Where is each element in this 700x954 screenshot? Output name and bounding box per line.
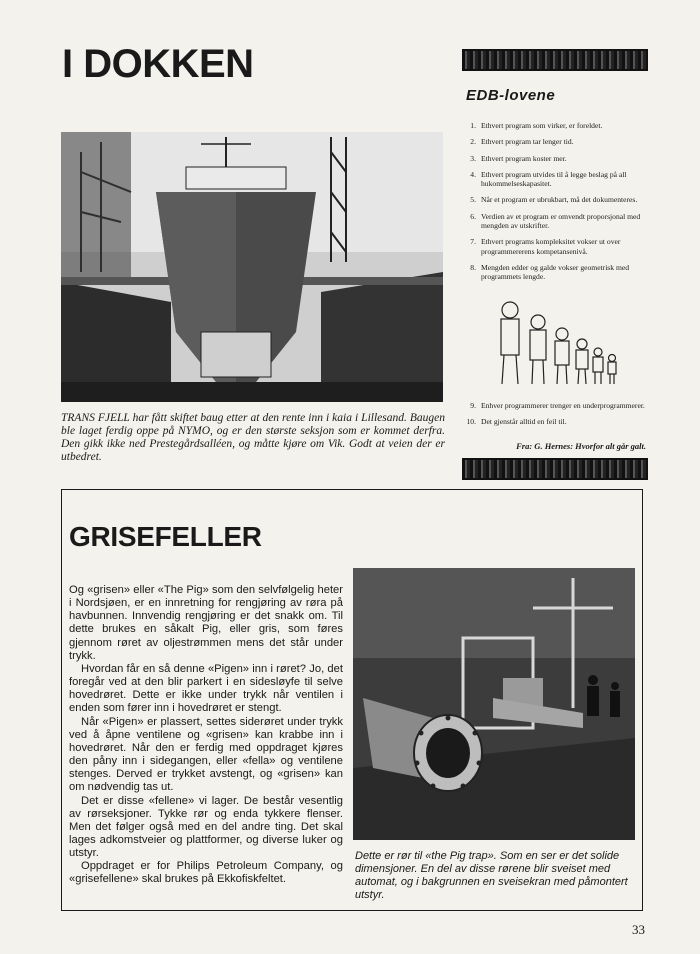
sidebar-top-border [462,49,648,71]
sidebar-title: EDB-lovene [466,87,556,104]
list-number: 4. [470,169,476,179]
list-item [462,121,648,130]
list-text: Ethvert programs kompleksitet vokser ut over programmererens kompetansenivå. [481,237,621,256]
list-number: 3. [470,153,476,163]
list-number: 9. [470,401,476,410]
edb-laws-list [462,121,648,289]
list-number: 7. [470,237,476,247]
list-item [462,170,648,189]
list-item [462,237,648,256]
ship-photo-drawing [61,132,443,402]
list-item [462,154,648,163]
pig-trap-drawing [353,568,635,840]
pig-trap-caption: Dette er rør til «the Pig trap». Som en ser er det solide dimensjoner. En del av disse rørene blir sveiset med automat, og i bakgrunnen en sveisekran med påmontert utstyr. [355,850,628,901]
list-number: 10. [466,417,476,427]
grisefeller-article [69,584,343,887]
cartoon-drawing [492,298,622,388]
list-text: Når et program er ubrukbart, må det dokumenteres. [481,195,638,205]
list-text: Det gjenstår alltid en feil til. [481,417,567,427]
article-paragraph: Oppdraget er for Philips Petroleum Company, og «grisefellene» skal brukes på Ekkofiskfeltet. [69,860,343,886]
list-text: Ethvert program tar lenger tid. [481,137,574,147]
list-text: Ethvert program koster mer. [481,153,567,163]
list-text: Enhver programmerer trenger en underprogrammerer. [481,401,645,410]
sidebar-source: Fra: G. Hernes: Hvorfor alt går galt. [516,441,646,451]
list-number: 1. [470,121,476,130]
programmers-cartoon [492,298,622,388]
list-text: Verdien av et program er omvendt proporsjonal med mengden av utskrifter. [481,211,641,231]
list-number: 8. [470,262,476,272]
edb-laws-list-continued [462,401,648,434]
ship-caption: TRANS FJELL har fått skiftet baug etter at den rente inn i kaia i Lillesand. Baugen ble laget ferdig oppe på NYMO, og er den største seksjon som er kommet derfra. Den gikk ikke ned Prestegårdsalléen, og måtte kjøre om Vik. Godt at veien der er utbedret. [61,412,445,463]
sidebar-bottom-border [462,458,648,480]
list-item [462,212,648,231]
headline-i-dokken: I DOKKEN [62,42,254,86]
list-number: 5. [470,195,476,205]
list-item [462,137,648,146]
article-paragraph: Og «grisen» eller «The Pig» som den selvfølgelig heter i Nordsjøen, er en innretning for rengjøring av røra på havbunnen. Innvendig rengjøring er det snakk om. Til dette brukes en såkalt Pig, eller gris, som føres gjennom røret av oljestrømmen mens det står under trykk. [69,584,343,662]
pig-trap-photo [353,568,635,840]
list-text: Mengden edder og galde vokser geometrisk med programmets lengde. [481,262,630,282]
ship-in-dock-photo [61,132,443,402]
list-number: 6. [470,211,476,221]
headline-grisefeller: GRISEFELLER [69,521,262,552]
list-text: Ethvert program utvides til å legge beslag på all hukommelseskapasitet. [481,169,627,189]
list-item [462,417,648,426]
list-item [462,263,648,282]
page-number: 33 [632,922,645,937]
article-paragraph: Når «Pigen» er plassert, settes siderøret under trykk ved å åpne ventilene og «grisen» kan krabbe inn i hovedrøret. Når den er ferdig med oppdraget kjøres den påny inn i sidegangen, eller «fella» og ventilene stenges. Derved er trykket avstengt, og «grisen» kan om nødvendig tas ut. [69,715,343,794]
article-paragraph: Det er disse «fellene» vi lager. De består vesentlig av rørseksjoner. Tykke rør og enda tykkere flenser. Men det følger også med en del andre ting. Det skal lages adkomstveier og plattformer, og diverse luker og utstyr. [69,794,343,860]
list-text: Ethvert program som virker, er foreldet. [481,121,603,130]
list-number: 2. [470,137,476,147]
list-item [462,195,648,204]
article-paragraph: Hvordan får en så denne «Pigen» inn i røret? Jo, det foregår ved at den blir parkert i en sidesløyfe til selve hovedrøret. Dette er ikke under trykk når ventilen i enden som fører inn i hovedrøret er stengt. [69,662,343,715]
list-item [462,401,648,410]
